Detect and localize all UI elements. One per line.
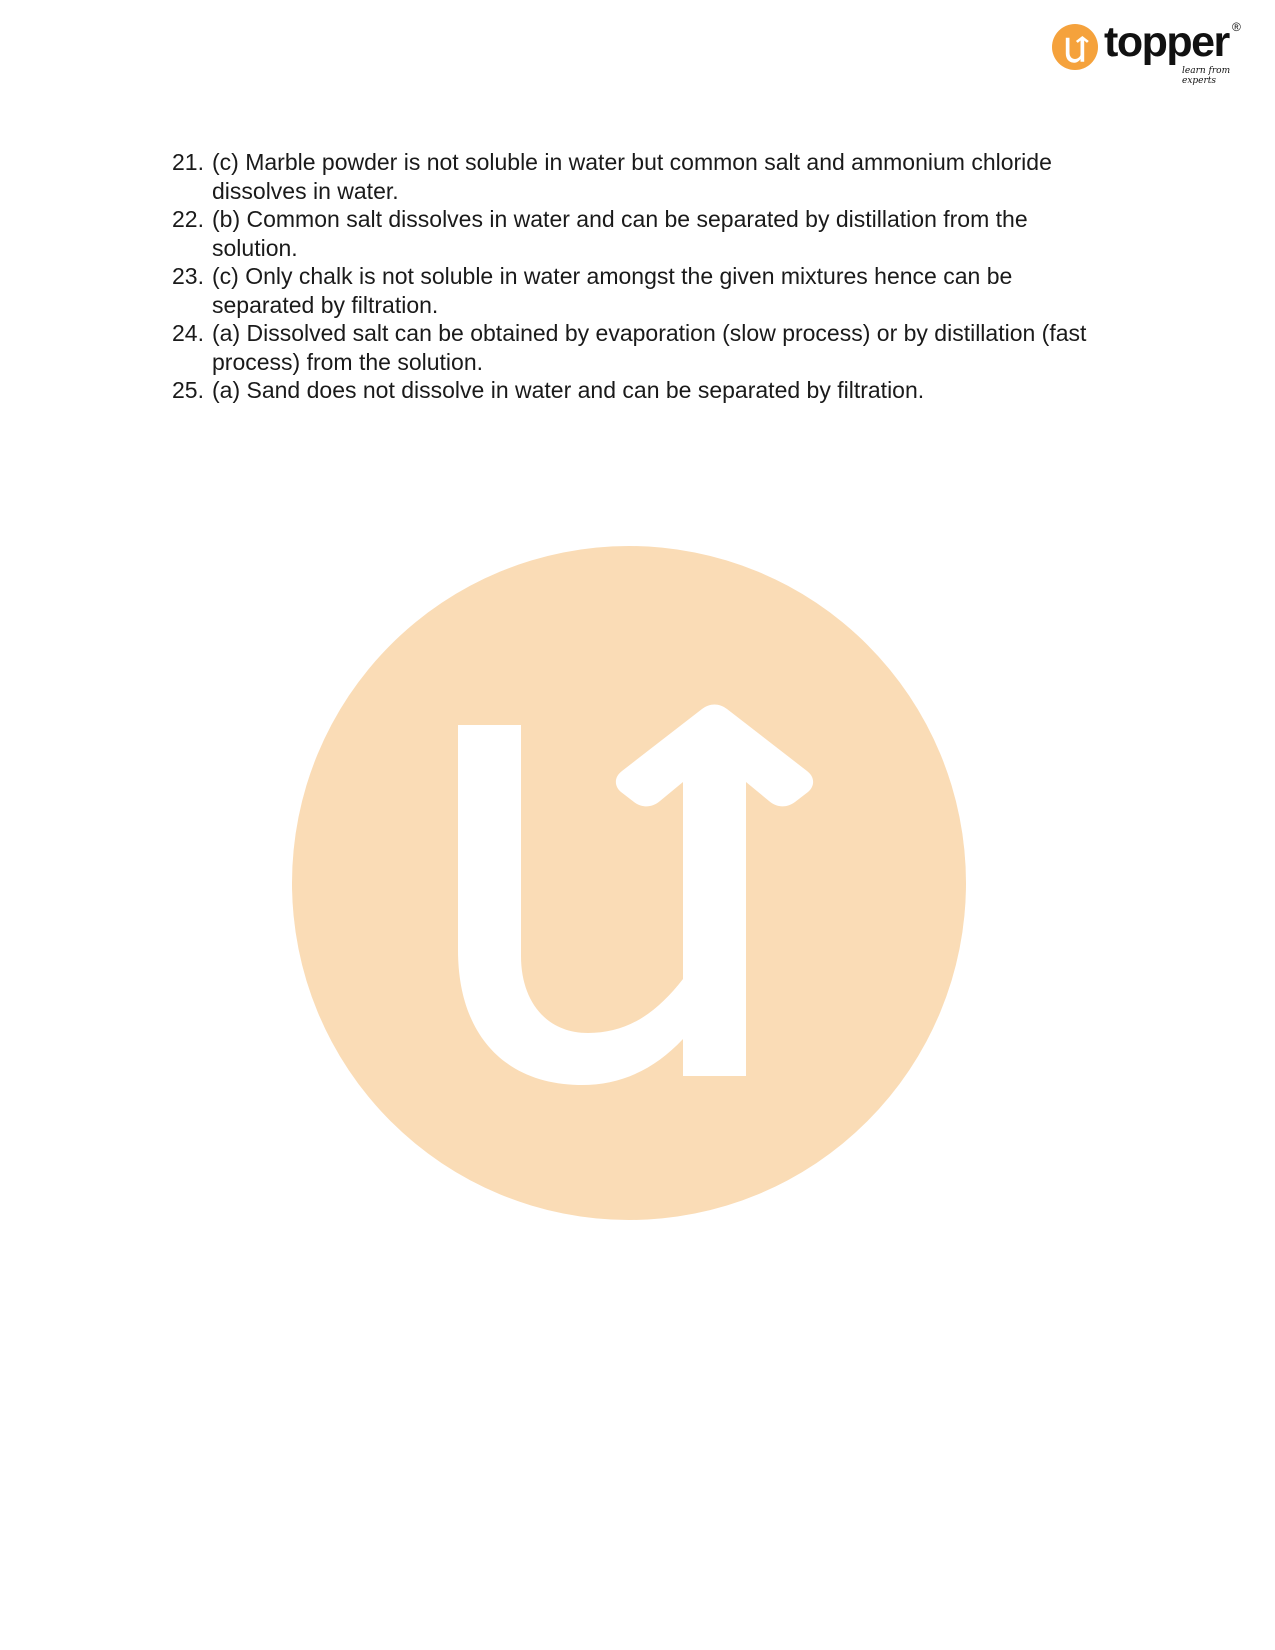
answer-text: (c) Marble powder is not soluble in water but common salt and ammonium chloride dissolves in water. — [212, 149, 1052, 204]
answer-item — [172, 319, 1112, 376]
topper-logo — [1052, 18, 1252, 86]
u-arrow-logo-icon — [1052, 24, 1098, 70]
brand-tagline: learn from experts — [1182, 66, 1231, 86]
answer-item — [172, 148, 1112, 205]
answer-number: 21. — [172, 149, 204, 175]
answer-text: (a) Sand does not dissolve in water and can be separated by filtration. — [212, 377, 925, 403]
brand-name: topper — [1104, 18, 1229, 66]
registered-mark: ® — [1232, 20, 1241, 34]
answer-item — [172, 205, 1112, 262]
answer-list — [172, 148, 1112, 405]
answer-number: 24. — [172, 320, 204, 346]
answer-text: (c) Only chalk is not soluble in water amongst the given mixtures hence can be separated by filtration. — [212, 263, 1013, 318]
answer-text: (b) Common salt dissolves in water and can be separated by distillation from the solution. — [212, 206, 1028, 261]
answer-item — [172, 376, 1112, 405]
answer-number: 25. — [172, 377, 204, 403]
answer-number: 23. — [172, 263, 204, 289]
watermark-logo-icon — [292, 546, 966, 1220]
answer-text: (a) Dissolved salt can be obtained by evaporation (slow process) or by distillation (fast process) from the solution. — [212, 320, 1087, 375]
answer-item — [172, 262, 1112, 319]
answer-number: 22. — [172, 206, 204, 232]
